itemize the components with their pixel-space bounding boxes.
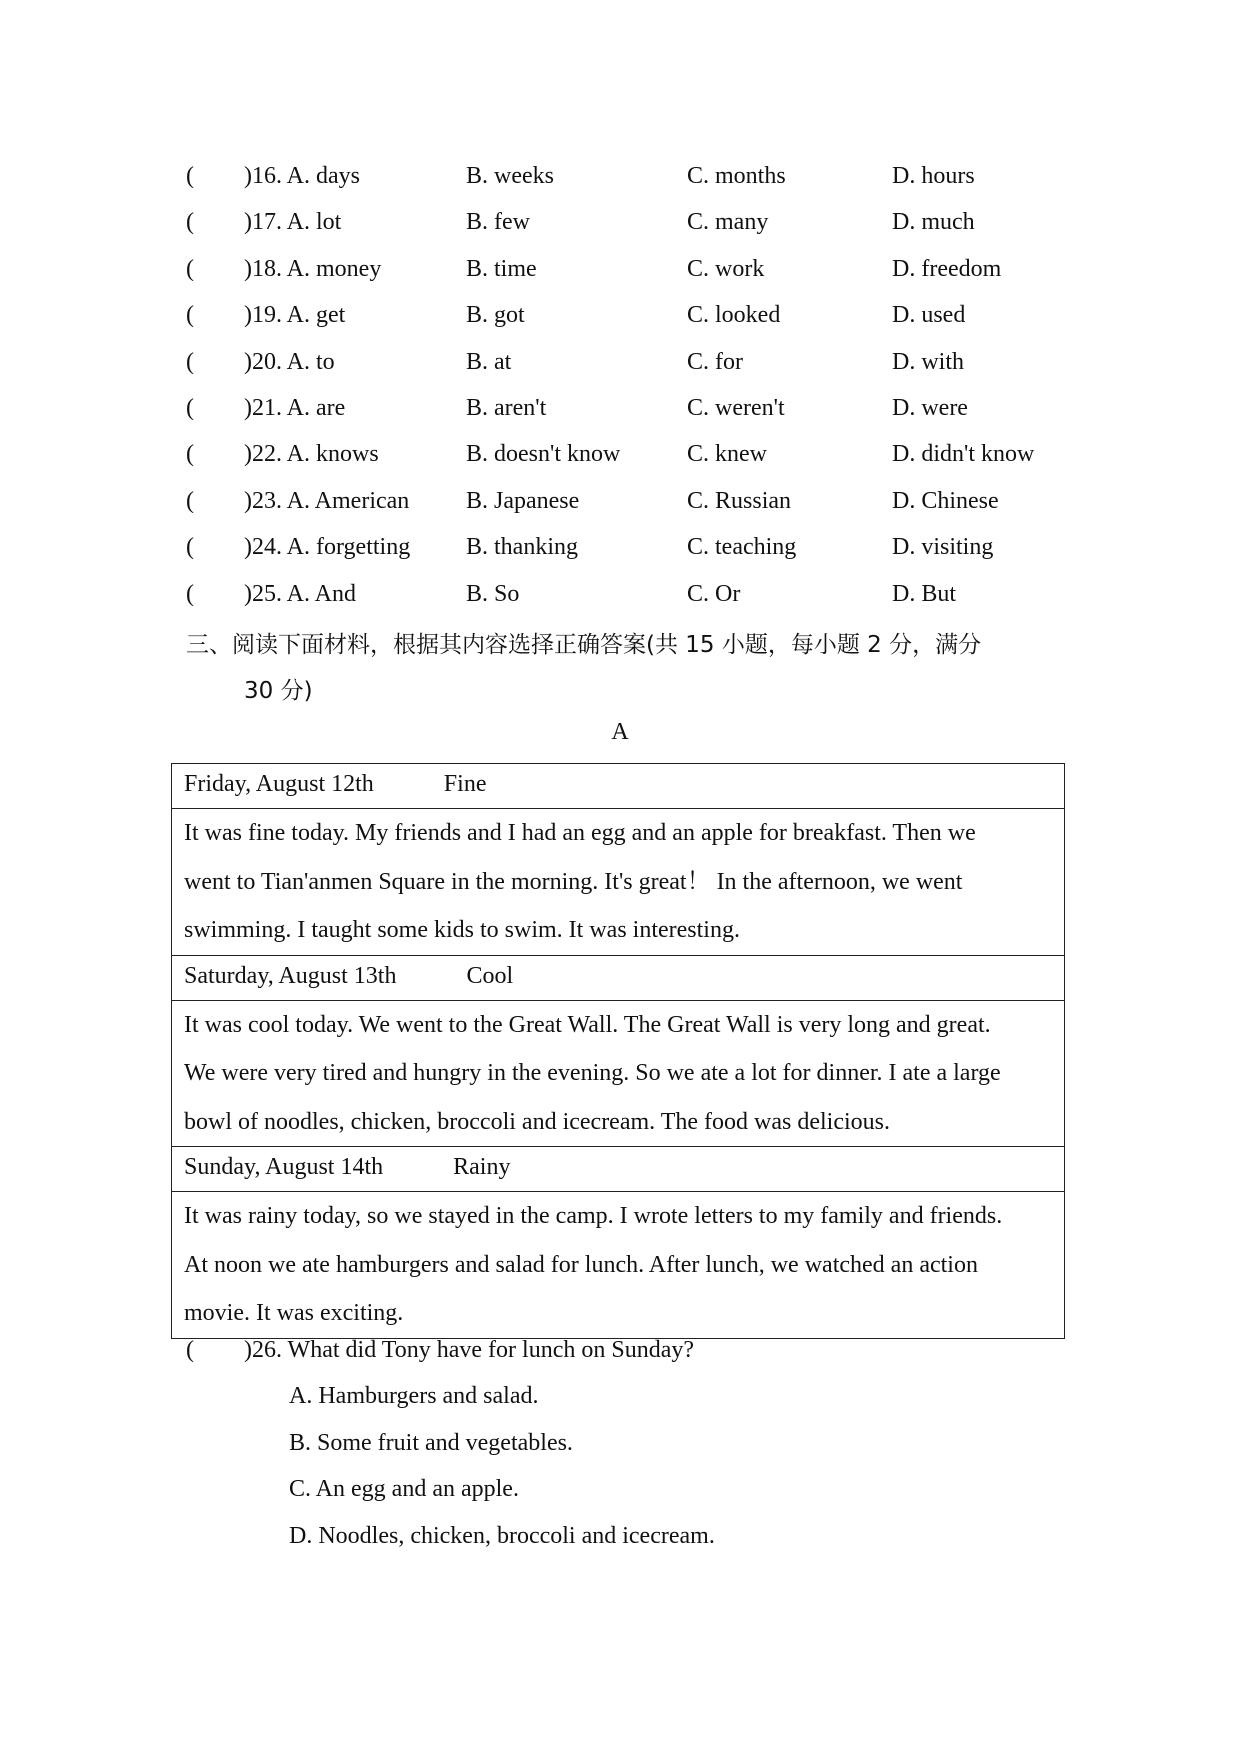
option-a: )17. A. lot <box>244 209 342 236</box>
diary-entry-line: It was fine today. My friends and I had an egg and an apple for breakfast. Then we <box>184 820 976 846</box>
option-c: C. Or <box>687 580 741 607</box>
option-b: B. thanking <box>466 534 578 561</box>
answer-option-a: A. Hamburgers and salad. <box>289 1383 539 1410</box>
section-heading-line1: 三、阅读下面材料，根据其内容选择正确答案(共 15 小题，每小题 2 分，满分 <box>186 632 982 658</box>
option-b: B. few <box>466 209 530 236</box>
option-b: B. time <box>466 255 537 282</box>
answer-blank: ( <box>186 1337 194 1363</box>
answer-option-d: D. Noodles, chicken, broccoli and icecream. <box>289 1522 715 1549</box>
diary-table <box>171 763 1065 1339</box>
option-a: )19. A. get <box>244 302 346 329</box>
option-d: D. used <box>892 302 966 329</box>
answer-blank: ( <box>186 348 194 375</box>
option-c: C. teaching <box>687 534 797 561</box>
cloze-choice-list <box>186 158 1086 622</box>
option-d: D. were <box>892 394 968 421</box>
answer-blank: ( <box>186 487 194 514</box>
option-d: D. But <box>892 580 957 607</box>
option-b: B. Japanese <box>466 487 580 514</box>
option-b: B. weeks <box>466 163 554 189</box>
option-c: C. months <box>687 163 786 189</box>
option-b: B. aren't <box>466 394 547 421</box>
diary-header-row <box>172 955 1065 1000</box>
question-row-25 <box>186 576 1086 622</box>
question-row-16 <box>186 158 1086 204</box>
diary-date: Sunday, August 14th <box>184 1154 384 1180</box>
diary-weather: Cool <box>466 962 514 989</box>
diary-entry-line: went to Tian'anmen Square in the morning. It's great！ In the afternoon, we went <box>184 868 963 895</box>
section-heading <box>186 622 1066 714</box>
answer-blank: ( <box>186 163 194 189</box>
option-c: C. Russian <box>687 487 792 514</box>
question-row-24 <box>186 529 1086 575</box>
diary-weather: Fine <box>443 771 487 797</box>
option-d: D. Chinese <box>892 487 999 514</box>
question-row-21 <box>186 390 1086 436</box>
diary-header-row <box>172 1147 1065 1192</box>
diary-date: Friday, August 12th <box>184 771 374 797</box>
option-b: B. So <box>466 580 520 607</box>
option-c: C. work <box>687 255 765 282</box>
option-a: )16. A. days <box>244 163 360 189</box>
answer-blank: ( <box>186 209 194 236</box>
diary-entry-cell <box>172 809 1065 956</box>
option-d: D. hours <box>892 163 975 189</box>
diary-date-cell <box>172 764 1065 809</box>
diary-entry-line: We were very tired and hungry in the evening. So we ate a lot for dinner. I ate a large <box>184 1060 1001 1086</box>
diary-entry-cell <box>172 1192 1065 1339</box>
option-a: )25. A. And <box>244 580 357 607</box>
question-row-20 <box>186 344 1086 390</box>
diary-weather: Rainy <box>453 1154 511 1180</box>
option-c: C. for <box>687 348 743 375</box>
option-d: D. with <box>892 348 964 375</box>
question-row-17 <box>186 204 1086 250</box>
option-a: )21. A. are <box>244 394 346 421</box>
option-b: B. at <box>466 348 512 375</box>
question-row-22 <box>186 436 1086 482</box>
option-a: )24. A. forgetting <box>244 534 411 561</box>
question-row-23 <box>186 483 1086 529</box>
option-c: C. knew <box>687 441 767 468</box>
answer-option-b: B. Some fruit and vegetables. <box>289 1429 573 1456</box>
option-c: C. many <box>687 209 769 236</box>
answer-blank: ( <box>186 255 194 282</box>
option-b: B. got <box>466 302 525 329</box>
answer-blank: ( <box>186 302 194 329</box>
diary-header-row <box>172 764 1065 809</box>
option-d: D. visiting <box>892 534 994 561</box>
diary-entry-row <box>172 1192 1065 1339</box>
option-c: C. looked <box>687 302 781 329</box>
diary-entry-line: movie. It was exciting. <box>184 1300 404 1326</box>
option-d: D. much <box>892 209 975 236</box>
option-a: )22. A. knows <box>244 441 379 468</box>
diary-entry-line: swimming. I taught some kids to swim. It was interesting. <box>184 917 740 943</box>
diary-entry-row <box>172 1000 1065 1147</box>
answer-blank: ( <box>186 394 194 421</box>
diary-entry-line: It was rainy today, so we stayed in the camp. I wrote letters to my family and friends. <box>184 1203 1003 1229</box>
question-stem-row <box>186 1332 1086 1378</box>
option-d: D. didn't know <box>892 441 1035 468</box>
option-a: )20. A. to <box>244 348 335 375</box>
diary-date-cell <box>172 1147 1065 1192</box>
question-row-19 <box>186 297 1086 343</box>
answer-blank: ( <box>186 580 194 607</box>
answer-blank: ( <box>186 441 194 468</box>
section-heading-line2: 30 分) <box>244 678 313 704</box>
diary-entry-cell <box>172 1000 1065 1147</box>
question-row-18 <box>186 251 1086 297</box>
option-d: D. freedom <box>892 255 1002 282</box>
passage-label: A <box>611 719 629 745</box>
diary-entry-line: It was cool today. We went to the Great Wall. The Great Wall is very long and great. <box>184 1011 991 1038</box>
diary-date-cell <box>172 955 1065 1000</box>
answer-option-c: C. An egg and an apple. <box>289 1476 519 1503</box>
option-c: C. weren't <box>687 394 785 421</box>
diary-entry-line: At noon we ate hamburgers and salad for lunch. After lunch, we watched an action <box>184 1251 978 1278</box>
diary-entry-line: bowl of noodles, chicken, broccoli and icecream. The food was delicious. <box>184 1108 890 1135</box>
option-a: )18. A. money <box>244 255 382 282</box>
option-b: B. doesn't know <box>466 441 621 468</box>
question-26 <box>186 1332 1086 1564</box>
diary-entry-row <box>172 809 1065 956</box>
question-stem: )26. What did Tony have for lunch on Sunday? <box>244 1337 695 1363</box>
answer-blank: ( <box>186 534 194 561</box>
diary-date: Saturday, August 13th <box>184 962 397 989</box>
option-a: )23. A. American <box>244 487 410 514</box>
